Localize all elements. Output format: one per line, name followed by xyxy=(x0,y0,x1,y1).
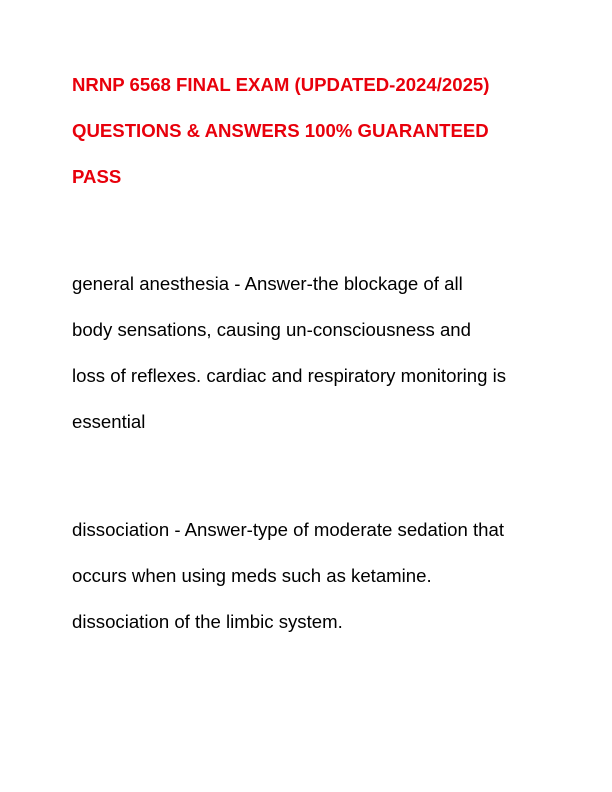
title-line-2: QUESTIONS & ANSWERS 100% GUARANTEED xyxy=(72,120,489,141)
entry-1-line-4: essential xyxy=(72,411,146,432)
entry-2-line-3: dissociation of the limbic system. xyxy=(72,611,343,632)
entry-1-line-2: body sensations, causing un-consciousness and xyxy=(72,319,471,340)
entry-1-line-3: loss of reflexes. cardiac and respiratory monitoring is xyxy=(72,365,507,386)
title-line-1: NRNP 6568 FINAL EXAM (UPDATED-2024/2025) xyxy=(72,74,490,95)
entry-2-line-1: dissociation - Answer-type of moderate sedation that xyxy=(72,519,505,540)
entry-1-line-1: general anesthesia - Answer-the blockage of all xyxy=(72,273,463,294)
title-line-3: PASS xyxy=(72,166,122,187)
entry-2-line-2: occurs when using meds such as ketamine. xyxy=(72,565,432,586)
